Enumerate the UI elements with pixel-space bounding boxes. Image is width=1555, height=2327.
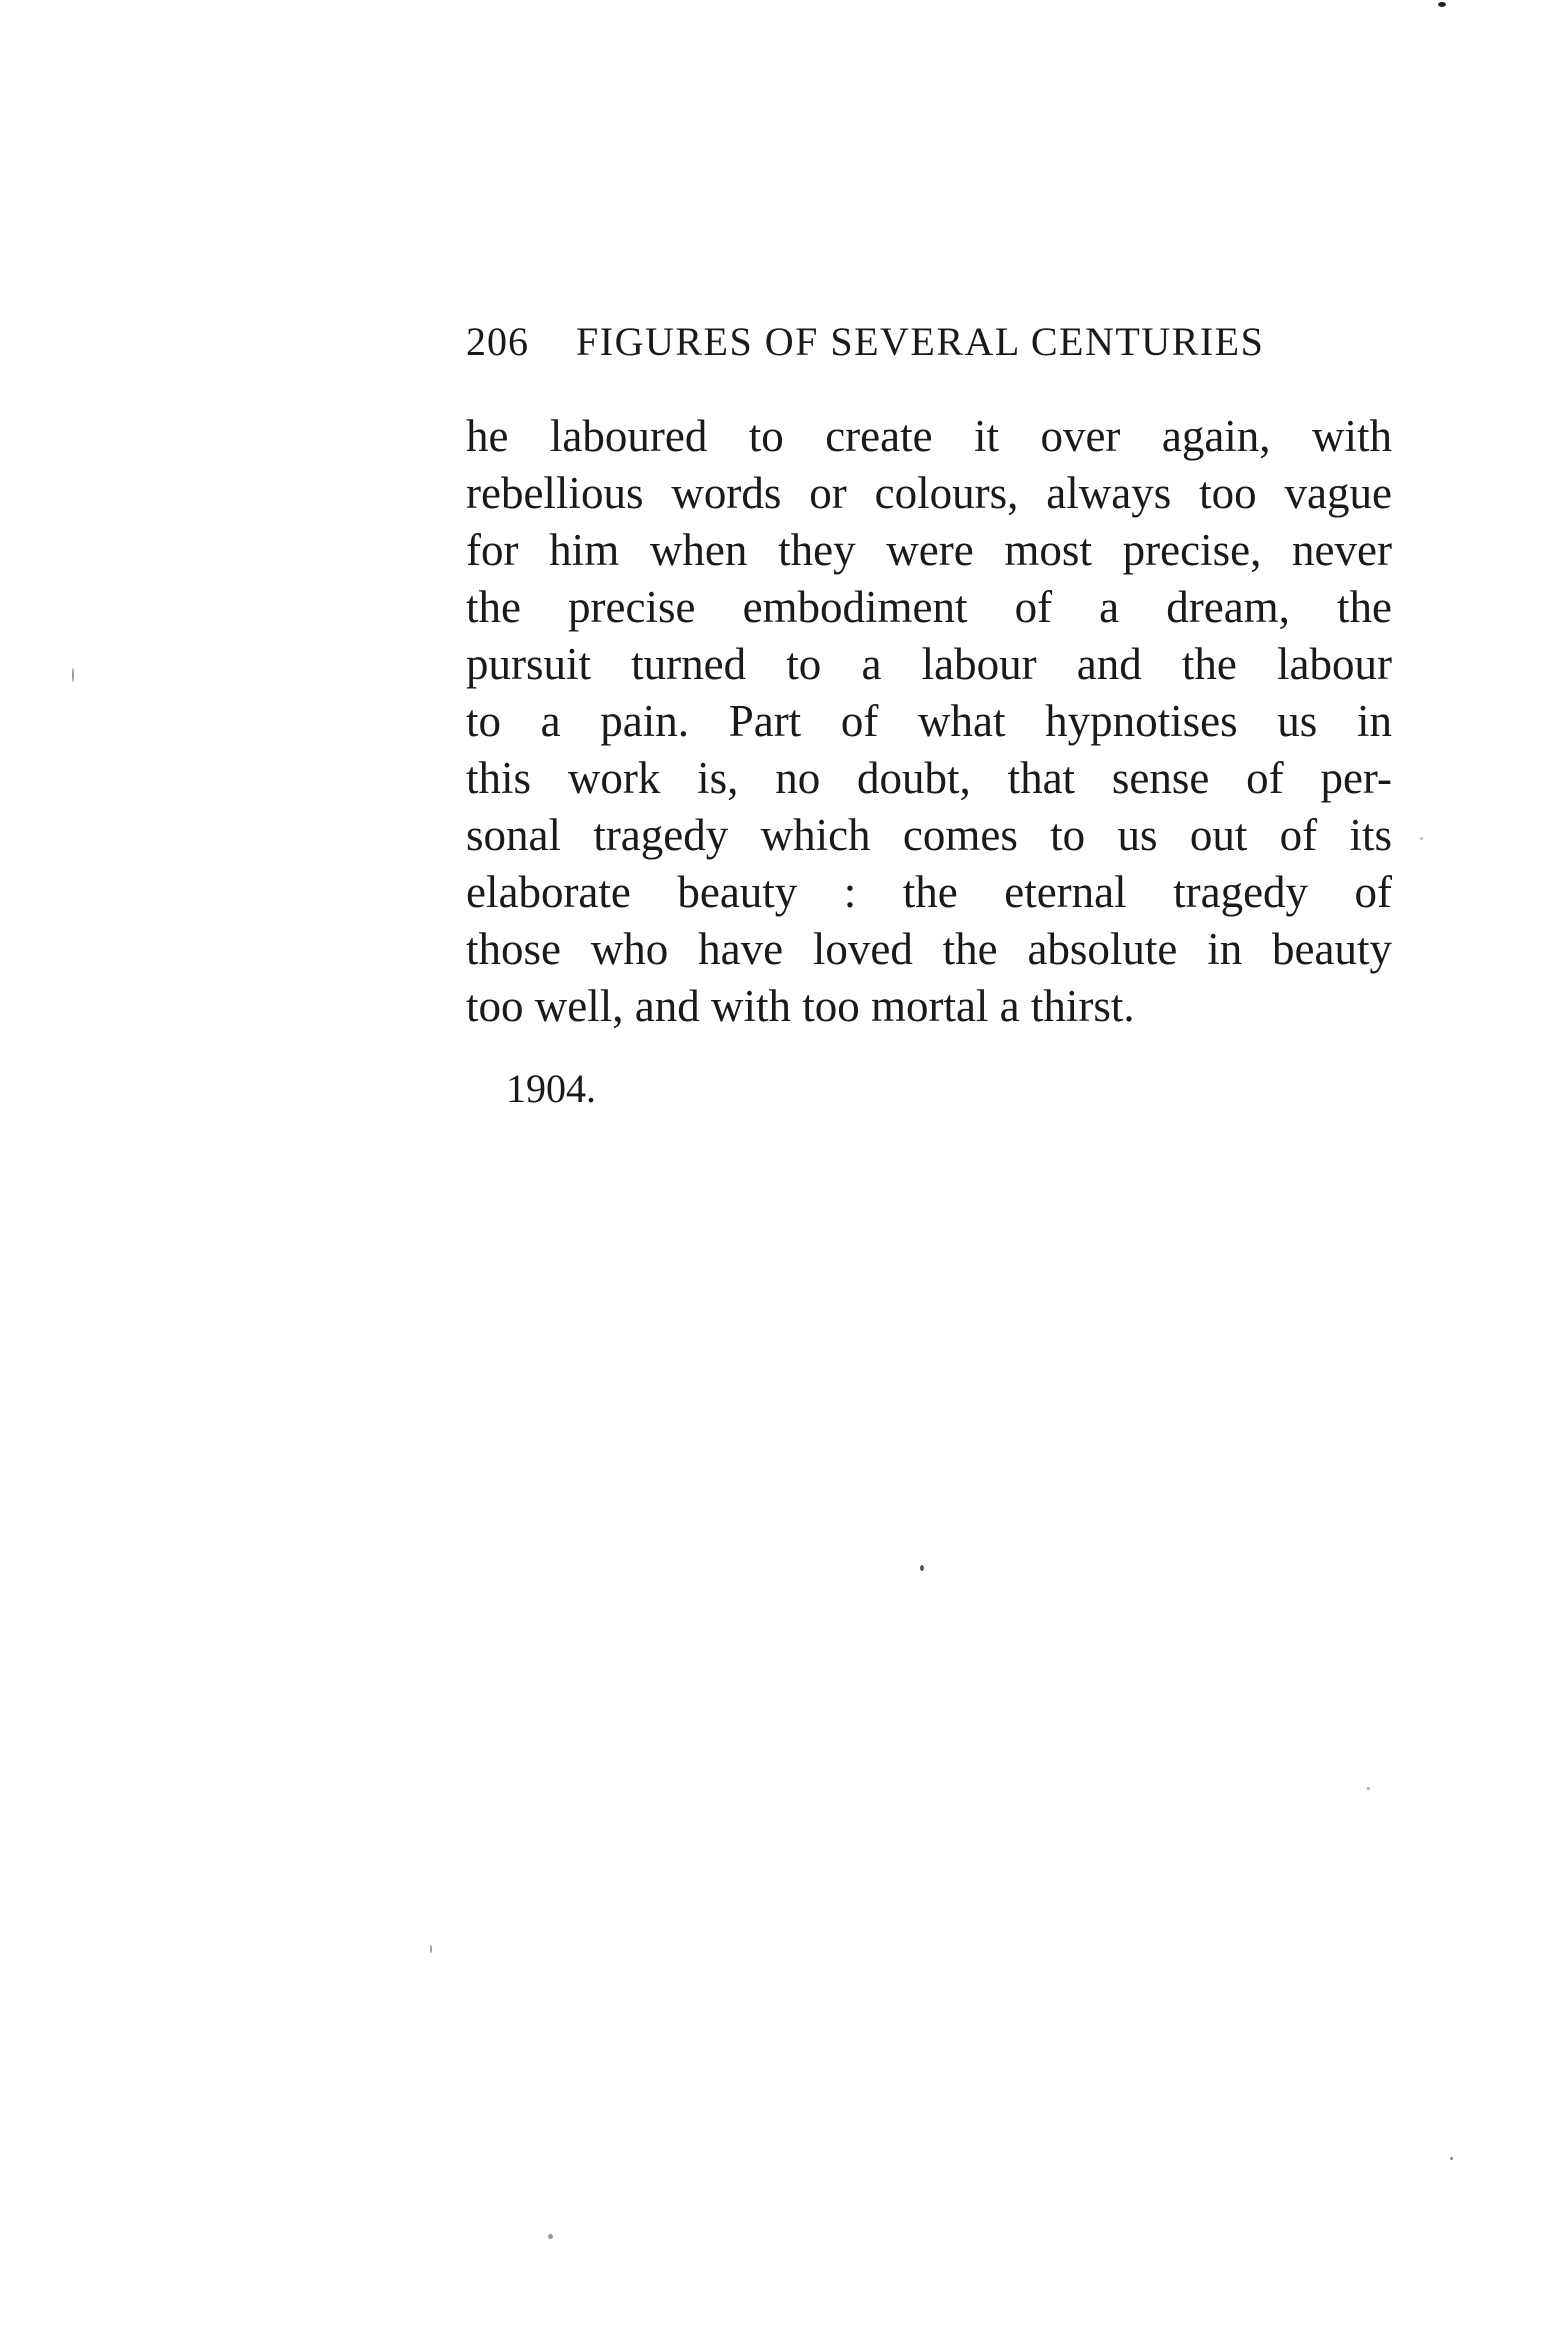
text-line: those who have loved the absolute in beauty xyxy=(466,924,1392,974)
text-line: rebellious words or colours, always too vague xyxy=(466,468,1392,518)
text-line: for him when they were most precise, never xyxy=(466,525,1392,575)
text-line: he laboured to create it over again, with xyxy=(466,411,1392,461)
text-line: this work is, no doubt, that sense of per- xyxy=(466,753,1392,803)
running-head xyxy=(466,318,1386,368)
scan-speck xyxy=(1438,2,1446,7)
body-paragraph xyxy=(466,408,1392,1035)
scan-speck xyxy=(1450,2157,1453,2160)
scan-speck xyxy=(548,2234,553,2239)
text-line: sonal tragedy which comes to us out of its xyxy=(466,810,1392,860)
text-line: pursuit turned to a labour and the labour xyxy=(466,639,1392,689)
text-line: too well, and with too mortal a thirst. xyxy=(466,981,1135,1031)
scan-speck xyxy=(1420,837,1423,840)
page-number: 206 xyxy=(466,319,529,364)
date-line: 1904. xyxy=(506,1066,596,1111)
running-title: FIGURES OF SEVERAL CENTURIES xyxy=(576,319,1265,364)
text-line: to a pain. Part of what hypnotises us in xyxy=(466,696,1392,746)
scan-speck xyxy=(920,1565,924,1571)
scan-speck xyxy=(1367,1787,1370,1790)
scan-speck xyxy=(72,668,74,682)
text-line: the precise embodiment of a dream, the xyxy=(466,582,1392,632)
text-line: elaborate beauty : the eternal tragedy of xyxy=(466,867,1392,917)
scan-speck xyxy=(430,1945,432,1953)
